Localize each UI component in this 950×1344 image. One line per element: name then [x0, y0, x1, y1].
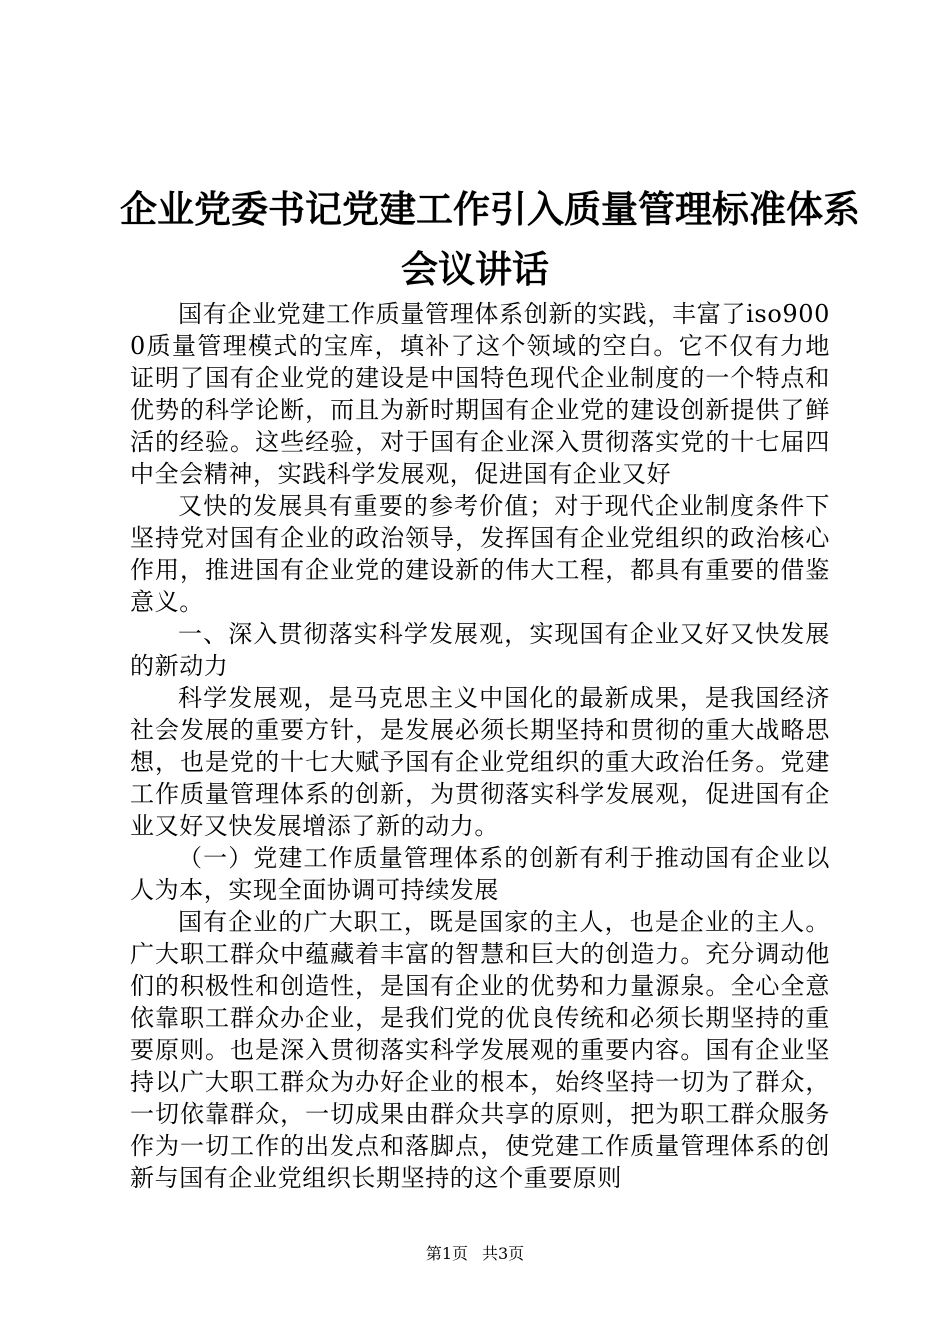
document-title-line-1: 企业党委书记党建工作引入质量管理标准体系 [120, 188, 860, 231]
section-heading: 一、深入贯彻落实科学发展观，实现国有企业又好又快发展的新动力 [130, 620, 830, 680]
document-title-line-2: 会议讲话 [401, 248, 549, 291]
page-number: 第1页 [425, 1244, 468, 1263]
page-footer [0, 1244, 950, 1264]
paragraph: 科学发展观，是马克思主义中国化的最新成果，是我国经济社会发展的重要方针，是发展必须长期坚持和贯彻的重大战略思想，也是党的十七大赋予国有企业党组织的重大政治任务。党建工作质量管理体系的创新，为贯彻落实科学发展观，促进国有企业又好又快发展增添了新的动力。 [130, 684, 830, 840]
document-body [130, 298, 830, 1194]
paragraph: 国有企业党建工作质量管理体系创新的实践，丰富了iso9000质量管理模式的宝库，填补了这个领域的空白。它不仅有力地证明了国有企业党的建设是中国特色现代企业制度的一个特点和优势的科学论断，而且为新时期国有企业党的建设创新提供了鲜活的经验。这些经验，对于国有企业深入贯彻落实党的十七届四中全会精神，实践科学发展观，促进国有企业又好 [130, 300, 830, 488]
paragraph: 又快的发展具有重要的参考价值；对于现代企业制度条件下坚持党对国有企业的政治领导，发挥国有企业党组织的政治核心作用，推进国有企业党的建设新的伟大工程，都具有重要的借鉴意义。 [130, 492, 830, 616]
paragraph: 国有企业的广大职工，既是国家的主人，也是企业的主人。广大职工群众中蕴藏着丰富的智慧和巨大的创造力。充分调动他们的积极性和创造性，是国有企业的优势和力量源泉。全心全意依靠职工群众办企业，是我们党的优良传统和必须长期坚持的重要原则。也是深入贯彻落实科学发展观的重要内容。国有企业坚持以广大职工群众为办好企业的根本，始终坚持一切为了群众，一切依靠群众，一切成果由群众共享的原则，把为职工群众服务作为一切工作的出发点和落脚点，使党建工作质量管理体系的创新与国有企业党组织长期坚持的这个重要原则 [130, 908, 830, 1192]
subsection-heading: （一）党建工作质量管理体系的创新有利于推动国有企业以人为本，实现全面协调可持续发展 [130, 844, 830, 904]
page-total: 共3页 [482, 1244, 525, 1263]
